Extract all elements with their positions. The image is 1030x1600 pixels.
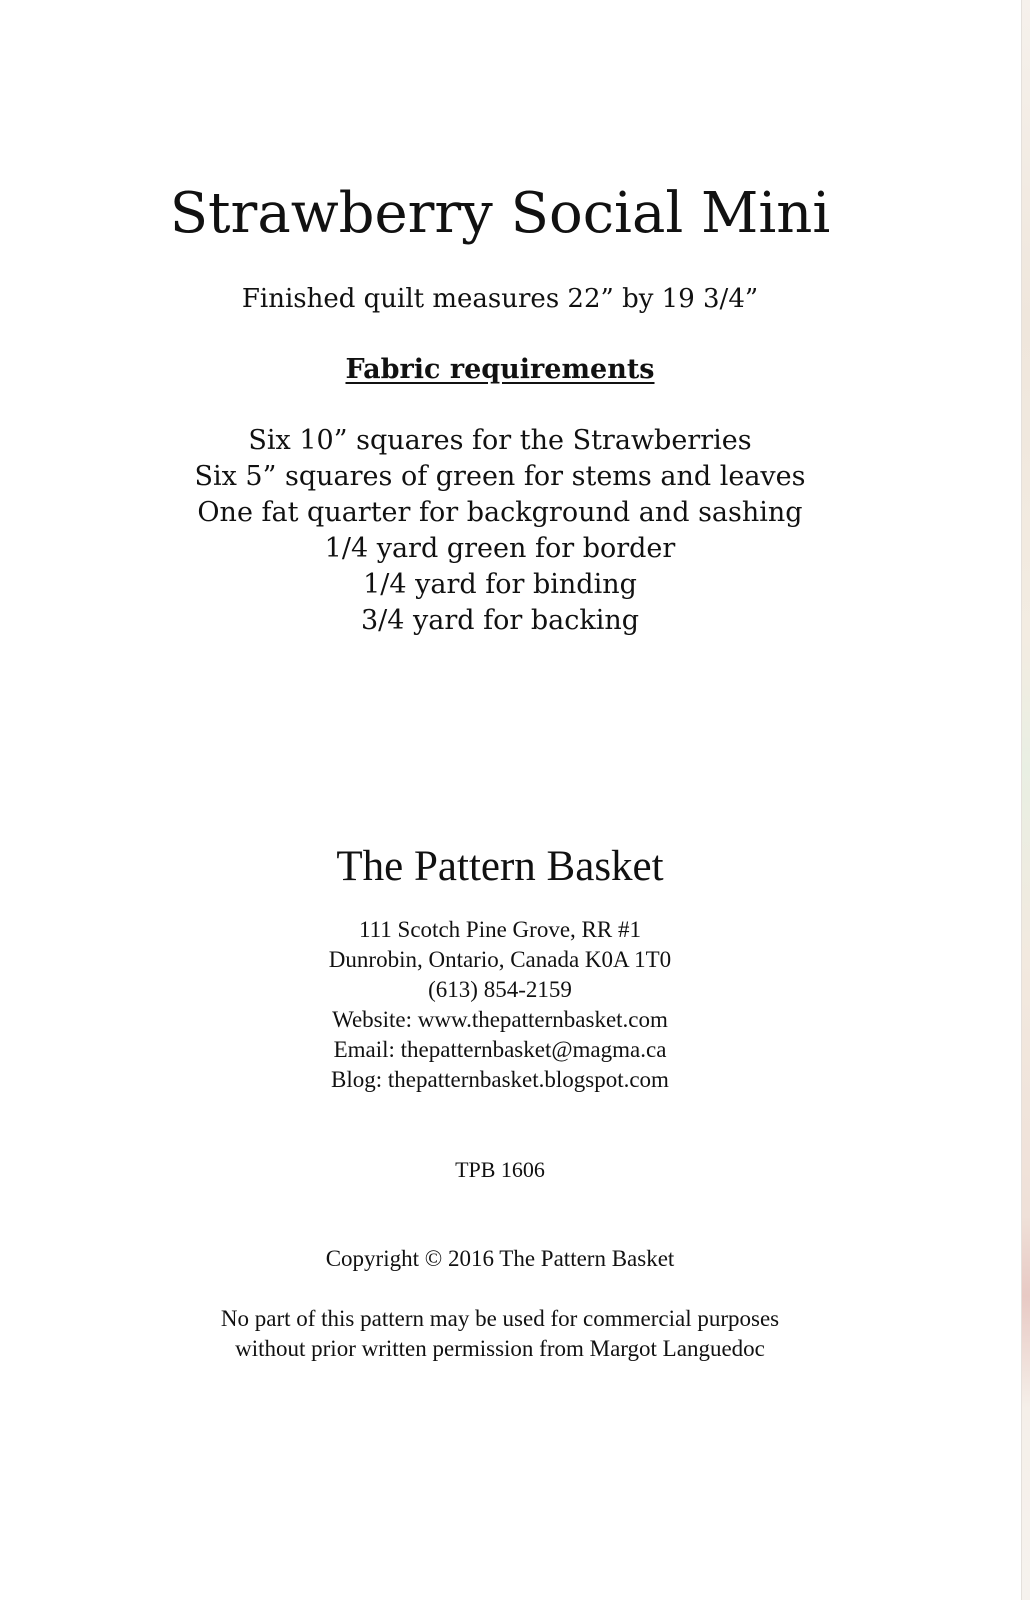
address-line-1: 111 Scotch Pine Grove, RR #1 [359,917,641,942]
page-edge-strip [1022,0,1030,1600]
website-text: Website: www.thepatternbasket.com [332,1007,668,1032]
fabric-requirements-heading-label: Fabric requirements [345,354,655,385]
pattern-title: Strawberry Social Mini [169,181,831,246]
usage-notice [0,1304,1000,1364]
finished-size-text: Finished quilt measures 22” by 19 3/4” [241,284,759,314]
copyright-text: Copyright © 2016 The Pattern Basket [325,1246,675,1271]
fabric-item: Six 5” squares of green for stems and leaves [194,461,806,492]
company-name: The Pattern Basket [336,843,664,890]
fabric-requirements-heading [0,352,1000,388]
fabric-item: 3/4 yard for backing [360,605,640,636]
email-text: Email: thepatternbasket@magma.ca [333,1037,667,1062]
fabric-item: 1/4 yard green for border [324,533,676,564]
fabric-item: 1/4 yard for binding [363,569,637,600]
fabric-item: One fat quarter for background and sashing [197,497,803,528]
address-line-2: Dunrobin, Ontario, Canada K0A 1T0 [328,947,672,972]
pattern-code: TPB 1606 [455,1157,545,1182]
usage-notice-line-1: No part of this pattern may be used for commercial purposes [220,1306,780,1331]
blog-text: Blog: thepatternbasket.blogspot.com [331,1067,669,1092]
usage-notice-line-2: without prior written permission from Margot Languedoc [235,1336,765,1361]
company-contact-block [0,915,1000,1095]
fabric-item: Six 10” squares for the Strawberries [248,425,752,456]
fabric-requirements-list [0,423,1000,639]
phone-number: (613) 854-2159 [428,977,572,1002]
